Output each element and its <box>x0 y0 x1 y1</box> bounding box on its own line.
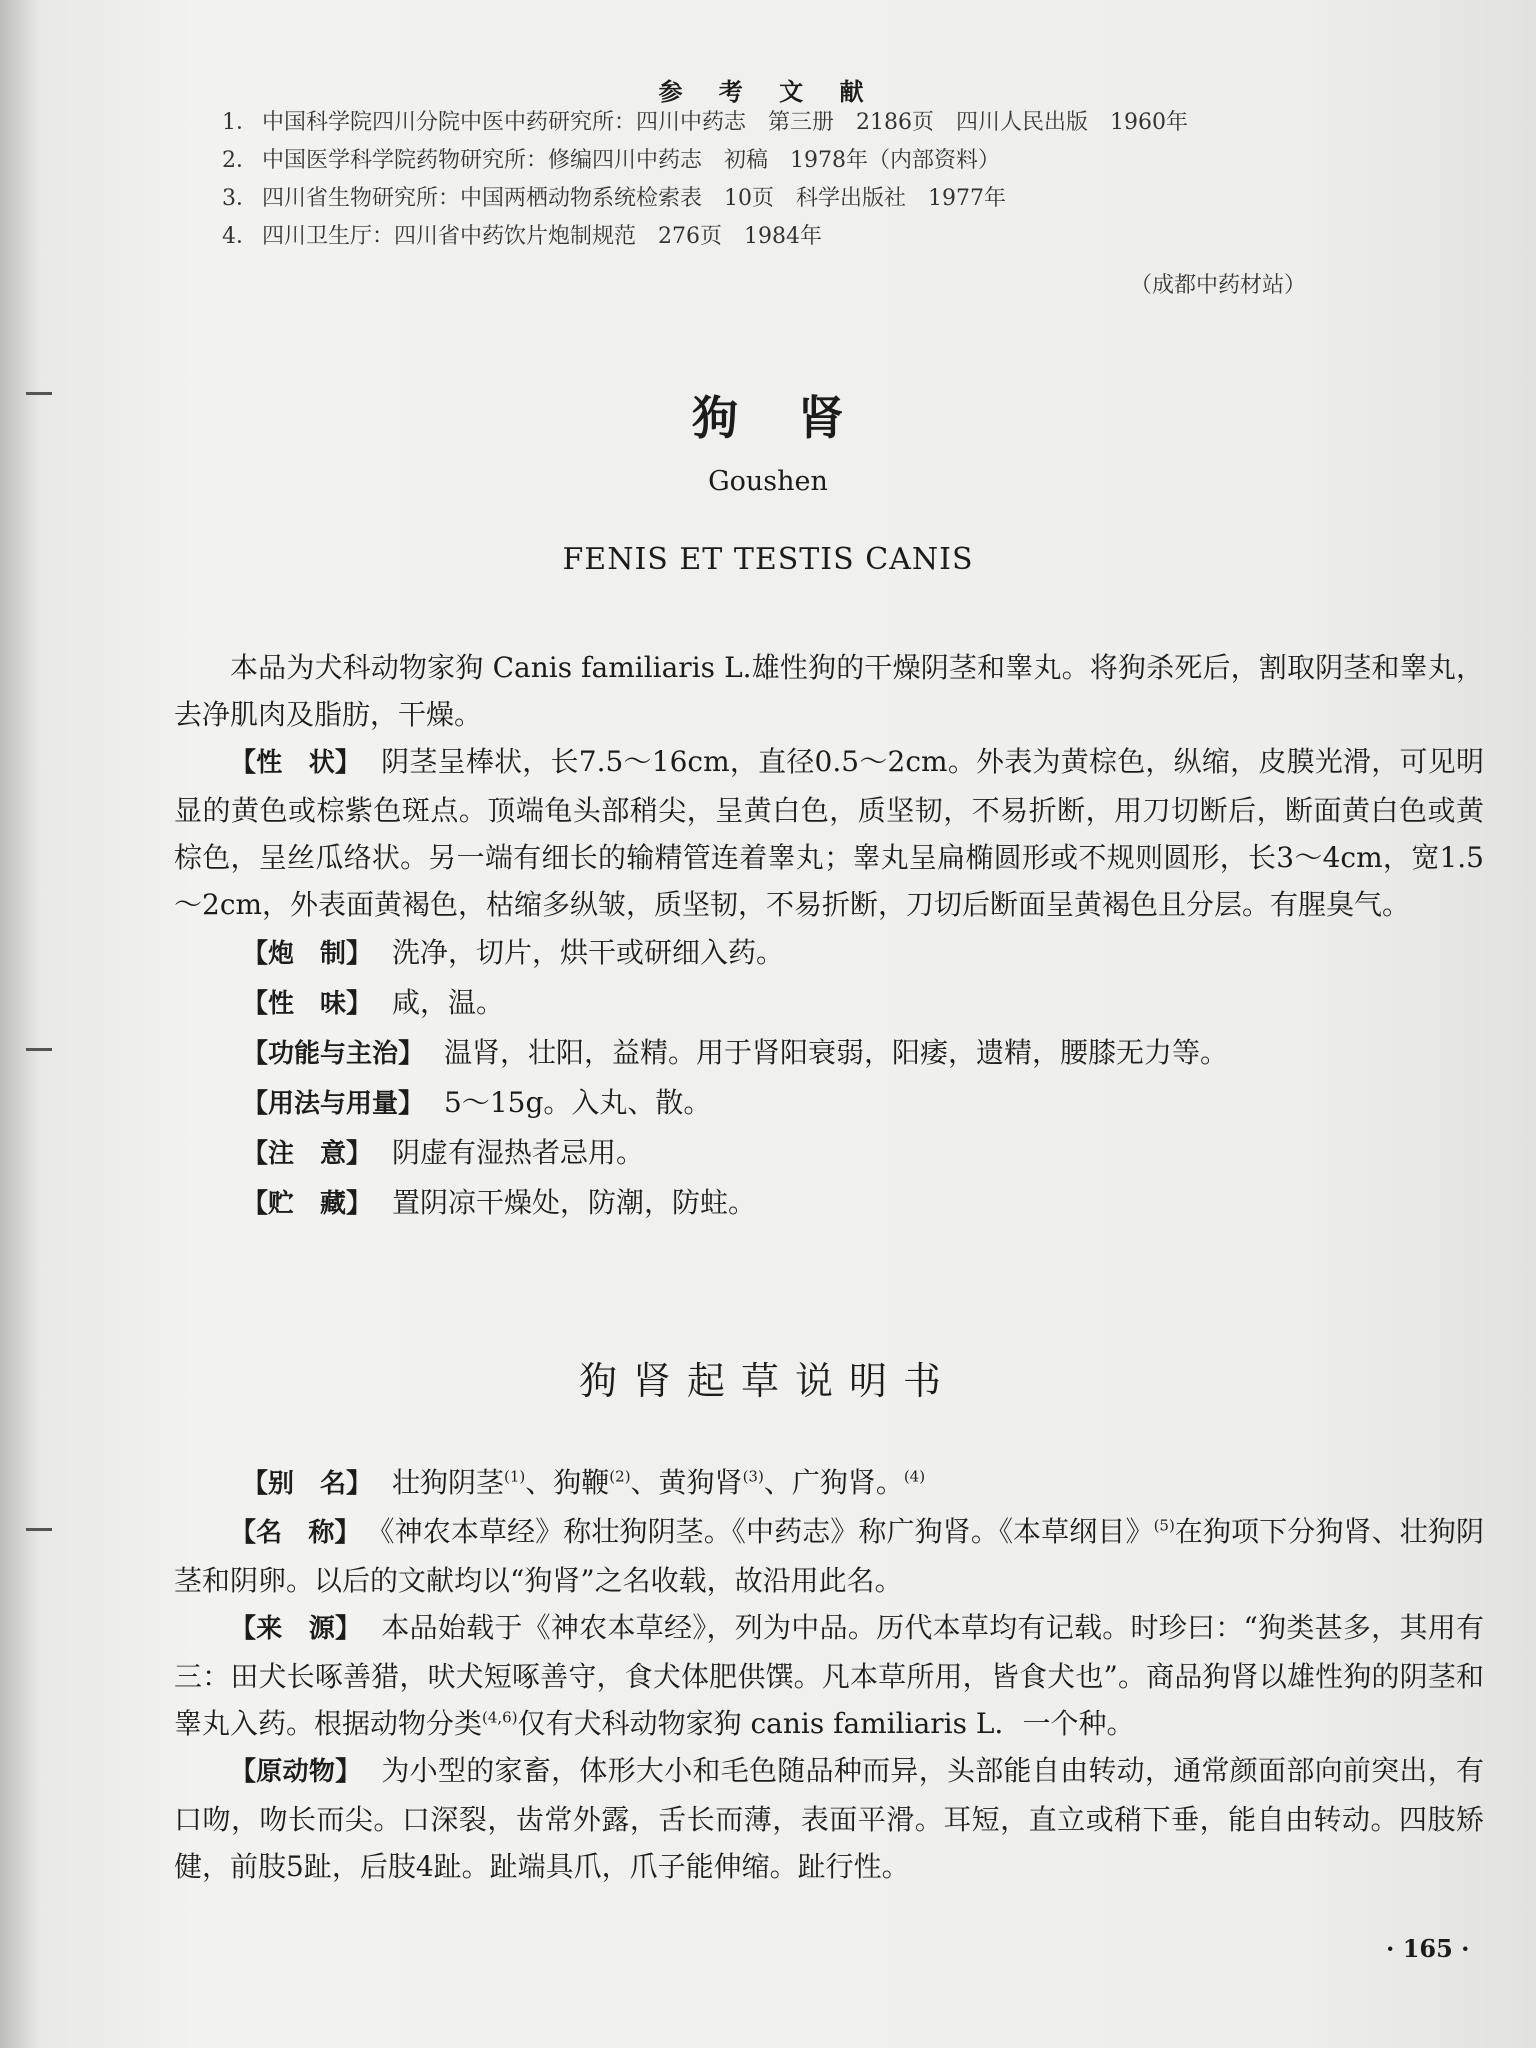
monograph-pinyin: Goushen <box>708 466 828 497</box>
explanation-title: 狗肾起草说明书 <box>578 1359 957 1403</box>
alias-text: 、狗鞭 <box>525 1466 610 1499</box>
reference-item <box>222 142 1422 180</box>
entry-label: 【功能与主治】 <box>242 1039 425 1069</box>
entry-label: 【性 味】 <box>242 989 373 1019</box>
entry-text: 阴虚有湿热者忌用。 <box>392 1136 645 1169</box>
binding-mark <box>26 1048 52 1051</box>
monograph-title: 狗肾 <box>692 391 904 445</box>
properties-label: 【性 状】 <box>230 748 362 778</box>
citation-marker: (4) <box>903 1467 926 1486</box>
reference-number: 3． <box>222 186 258 211</box>
reference-number: 2． <box>222 148 258 173</box>
properties-text: 阴茎呈棒状，长7.5～16cm，直径0.5～2cm。外表为黄棕色，纵缩，皮膜光滑，可见明显的黄色或棕紫色斑点。顶端龟头部稍尖，呈黄白色，质坚韧，不易折断，用刀切断后，断面黄白色或黄棕色，呈丝瓜络状。另一端有细长的输精管连着睾丸；睾丸呈扁椭圆形或不规则圆形，长3～4cm，宽1.5～2cm，外表面黄褐色，枯缩多纵皱，质坚韧，不易折断，刀切后断面呈黄褐色且分层。有腥臭气。 <box>174 745 1484 921</box>
name-text: 《神农本草经》称壮狗阴茎。《中药志》称广狗肾。《本草纲目》 <box>380 1515 1154 1548</box>
entry-text: 5～15g。入丸、散。 <box>444 1086 712 1119</box>
alias-entry <box>242 1458 1484 1508</box>
citation-marker: (2) <box>609 1467 631 1486</box>
processing-entry <box>242 928 1484 978</box>
animal-entry <box>174 1747 1484 1890</box>
entry-label: 【炮 制】 <box>242 939 373 969</box>
reference-item <box>222 218 1422 256</box>
taste-entry <box>242 978 1484 1028</box>
monograph-body <box>174 644 1484 1228</box>
function-entry <box>242 1028 1484 1078</box>
entry-text: 置阴凉干燥处，防潮，防蛀。 <box>392 1186 757 1219</box>
entry-label: 【用法与用量】 <box>242 1089 425 1119</box>
references-heading: 参 考 文 献 <box>658 77 878 106</box>
reference-number: 1． <box>222 110 258 135</box>
reference-text: 四川卫生厅：四川省中药饮片炮制规范 276页 1984年 <box>262 224 822 249</box>
entry-text: 温肾，壮阳，益精。用于肾阳衰弱，阳痿，遗精，腰膝无力等。 <box>444 1036 1229 1069</box>
origin-label: 【来 源】 <box>230 1614 362 1644</box>
citation-marker: (1) <box>504 1467 526 1486</box>
reference-number: 4． <box>222 224 258 249</box>
reference-item <box>222 104 1422 142</box>
animal-label: 【原动物】 <box>230 1757 362 1787</box>
properties-entry <box>174 738 1484 928</box>
entry-label: 【贮 藏】 <box>242 1189 373 1219</box>
name-label: 【名 称】 <box>230 1518 361 1548</box>
alias-text: 壮狗阴茎 <box>392 1466 505 1499</box>
monograph-latin-name: FENIS ET TESTIS CANIS <box>562 542 974 577</box>
reference-text: 中国科学院四川分院中医中药研究所：四川中药志 第三册 2186页 四川人民出版 1960年 <box>262 110 1188 135</box>
references-source: （成都中药材站） <box>1130 273 1307 298</box>
citation-marker: (4,6) <box>482 1708 518 1727</box>
citation-marker: (5) <box>1153 1516 1175 1535</box>
reference-item <box>222 180 1422 218</box>
entry-text: 洗净，切片，烘干或研细入药。 <box>392 936 785 969</box>
page-number: · 165 · <box>1386 1934 1470 1963</box>
caution-entry <box>242 1128 1484 1178</box>
storage-entry <box>242 1178 1484 1228</box>
binding-mark <box>26 1528 52 1531</box>
citation-marker: (3) <box>742 1467 764 1486</box>
entry-label: 【注 意】 <box>242 1139 373 1169</box>
animal-text: 为小型的家畜，体形大小和毛色随品种而异，头部能自由转动，通常颜面部向前突出，有口吻，吻长而尖。口深裂，齿常外露，舌长而薄，表面平滑。耳短，直立或稍下垂，能自由转动。四肢矫健，前肢5趾，后肢4趾。趾端具爪，爪子能伸缩。趾行性。 <box>174 1754 1484 1883</box>
reference-text: 中国医学科学院药物研究所：修编四川中药志 初稿 1978年（内部资料） <box>262 148 1000 173</box>
alias-text: 、广狗肾。 <box>763 1466 904 1499</box>
entry-text: 咸，温。 <box>392 986 505 1019</box>
explanation-body <box>174 1458 1484 1890</box>
origin-text: 本品始载于《神农本草经》，列为中品。历代本草均有记载。时珍曰：“狗类甚多，其用有三：田犬长啄善猎，吠犬短啄善守，食犬体肥供馔。凡本草所用，皆食犬也”。商品狗肾以雄性狗的阴茎和睾丸入药。根据动物分类 <box>174 1611 1484 1740</box>
origin-text: 仅有犬科动物家狗 canis familiaris L．一个种。 <box>517 1707 1135 1740</box>
reference-text: 四川省生物研究所：中国两栖动物系统检索表 10页 科学出版社 1977年 <box>262 186 1006 211</box>
monograph-intro: 本品为犬科动物家狗 Canis familiaris L.雄性狗的干燥阴茎和睾丸。将狗杀死后，割取阴茎和睾丸，去净肌肉及脂肪，干燥。 <box>174 651 1484 731</box>
name-text: 在狗项下分狗肾、壮狗阴茎和阴卵。以后的文献均以“狗肾”之名收载，故沿用此名。 <box>174 1515 1484 1597</box>
name-entry <box>174 1508 1484 1604</box>
origin-entry <box>174 1604 1484 1747</box>
references-list <box>222 104 1422 256</box>
alias-text: 、黄狗肾 <box>630 1466 743 1499</box>
alias-label: 【别 名】 <box>242 1469 373 1499</box>
dosage-entry <box>242 1078 1484 1128</box>
